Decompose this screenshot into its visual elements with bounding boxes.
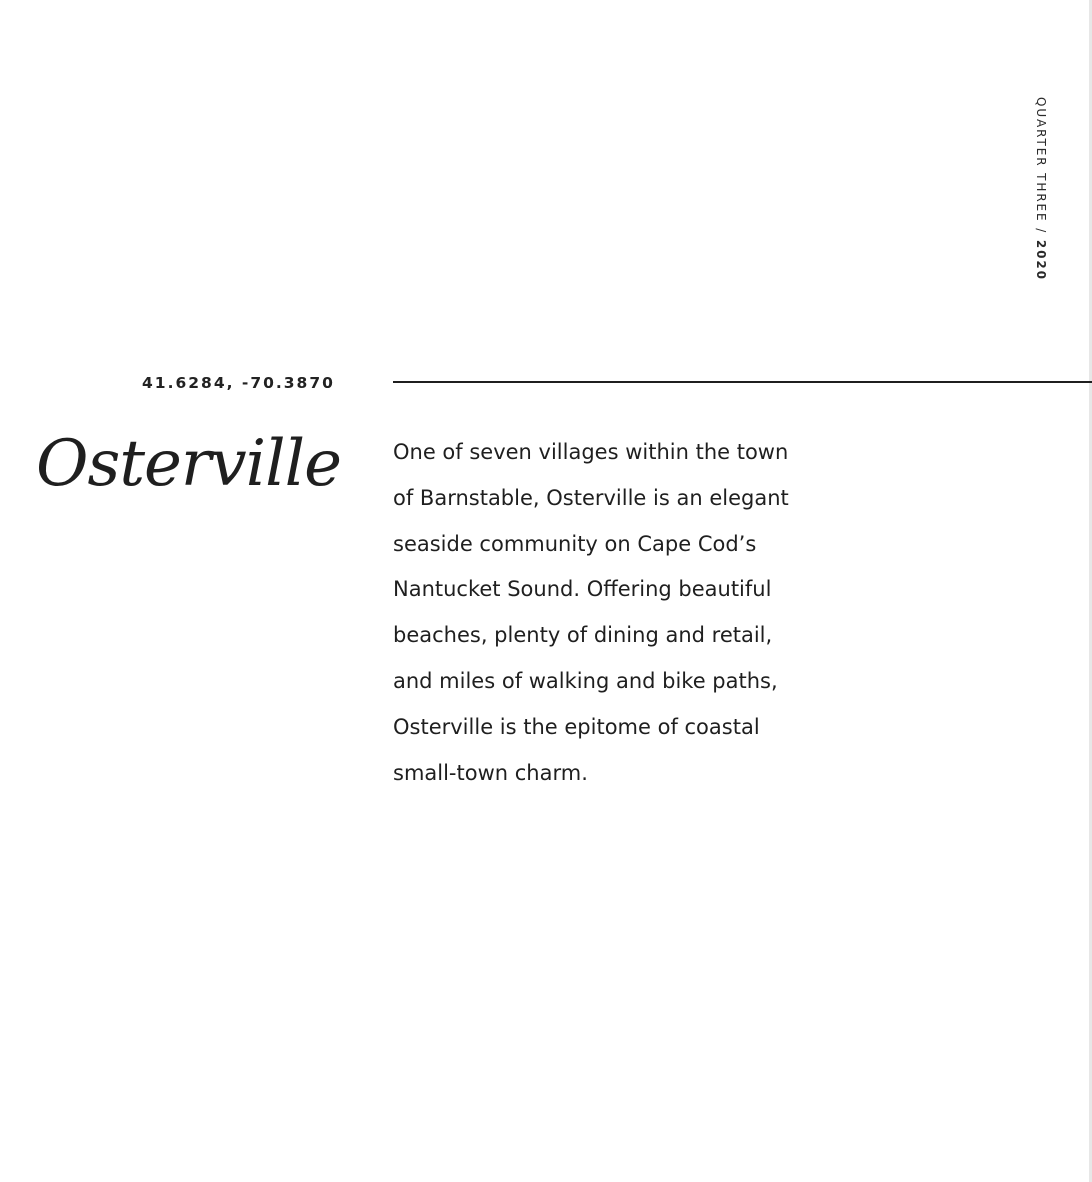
issue-year: 2020 xyxy=(1034,239,1048,281)
issue-quarter: QUARTER THREE / xyxy=(1034,97,1048,240)
coordinates: 41.6284, -70.3870 xyxy=(142,374,335,392)
horizontal-rule xyxy=(393,381,1092,383)
description-line: seaside community on Cape Cod’s xyxy=(393,531,757,556)
description-line: of Barnstable, Osterville is an elegant xyxy=(393,485,789,510)
page-title: Osterville xyxy=(36,427,341,501)
issue-label xyxy=(1034,97,1048,281)
description-line: beaches, plenty of dining and retail, xyxy=(393,623,773,648)
description-line: small-town charm. xyxy=(393,760,588,785)
description-line: One of seven villages within the town xyxy=(393,440,789,464)
description-line: and miles of walking and bike paths, xyxy=(393,668,778,693)
description-line: Nantucket Sound. Offering beautiful xyxy=(393,577,772,602)
description-line: Osterville is the epitome of coastal xyxy=(393,714,760,739)
description-paragraph xyxy=(393,430,853,796)
